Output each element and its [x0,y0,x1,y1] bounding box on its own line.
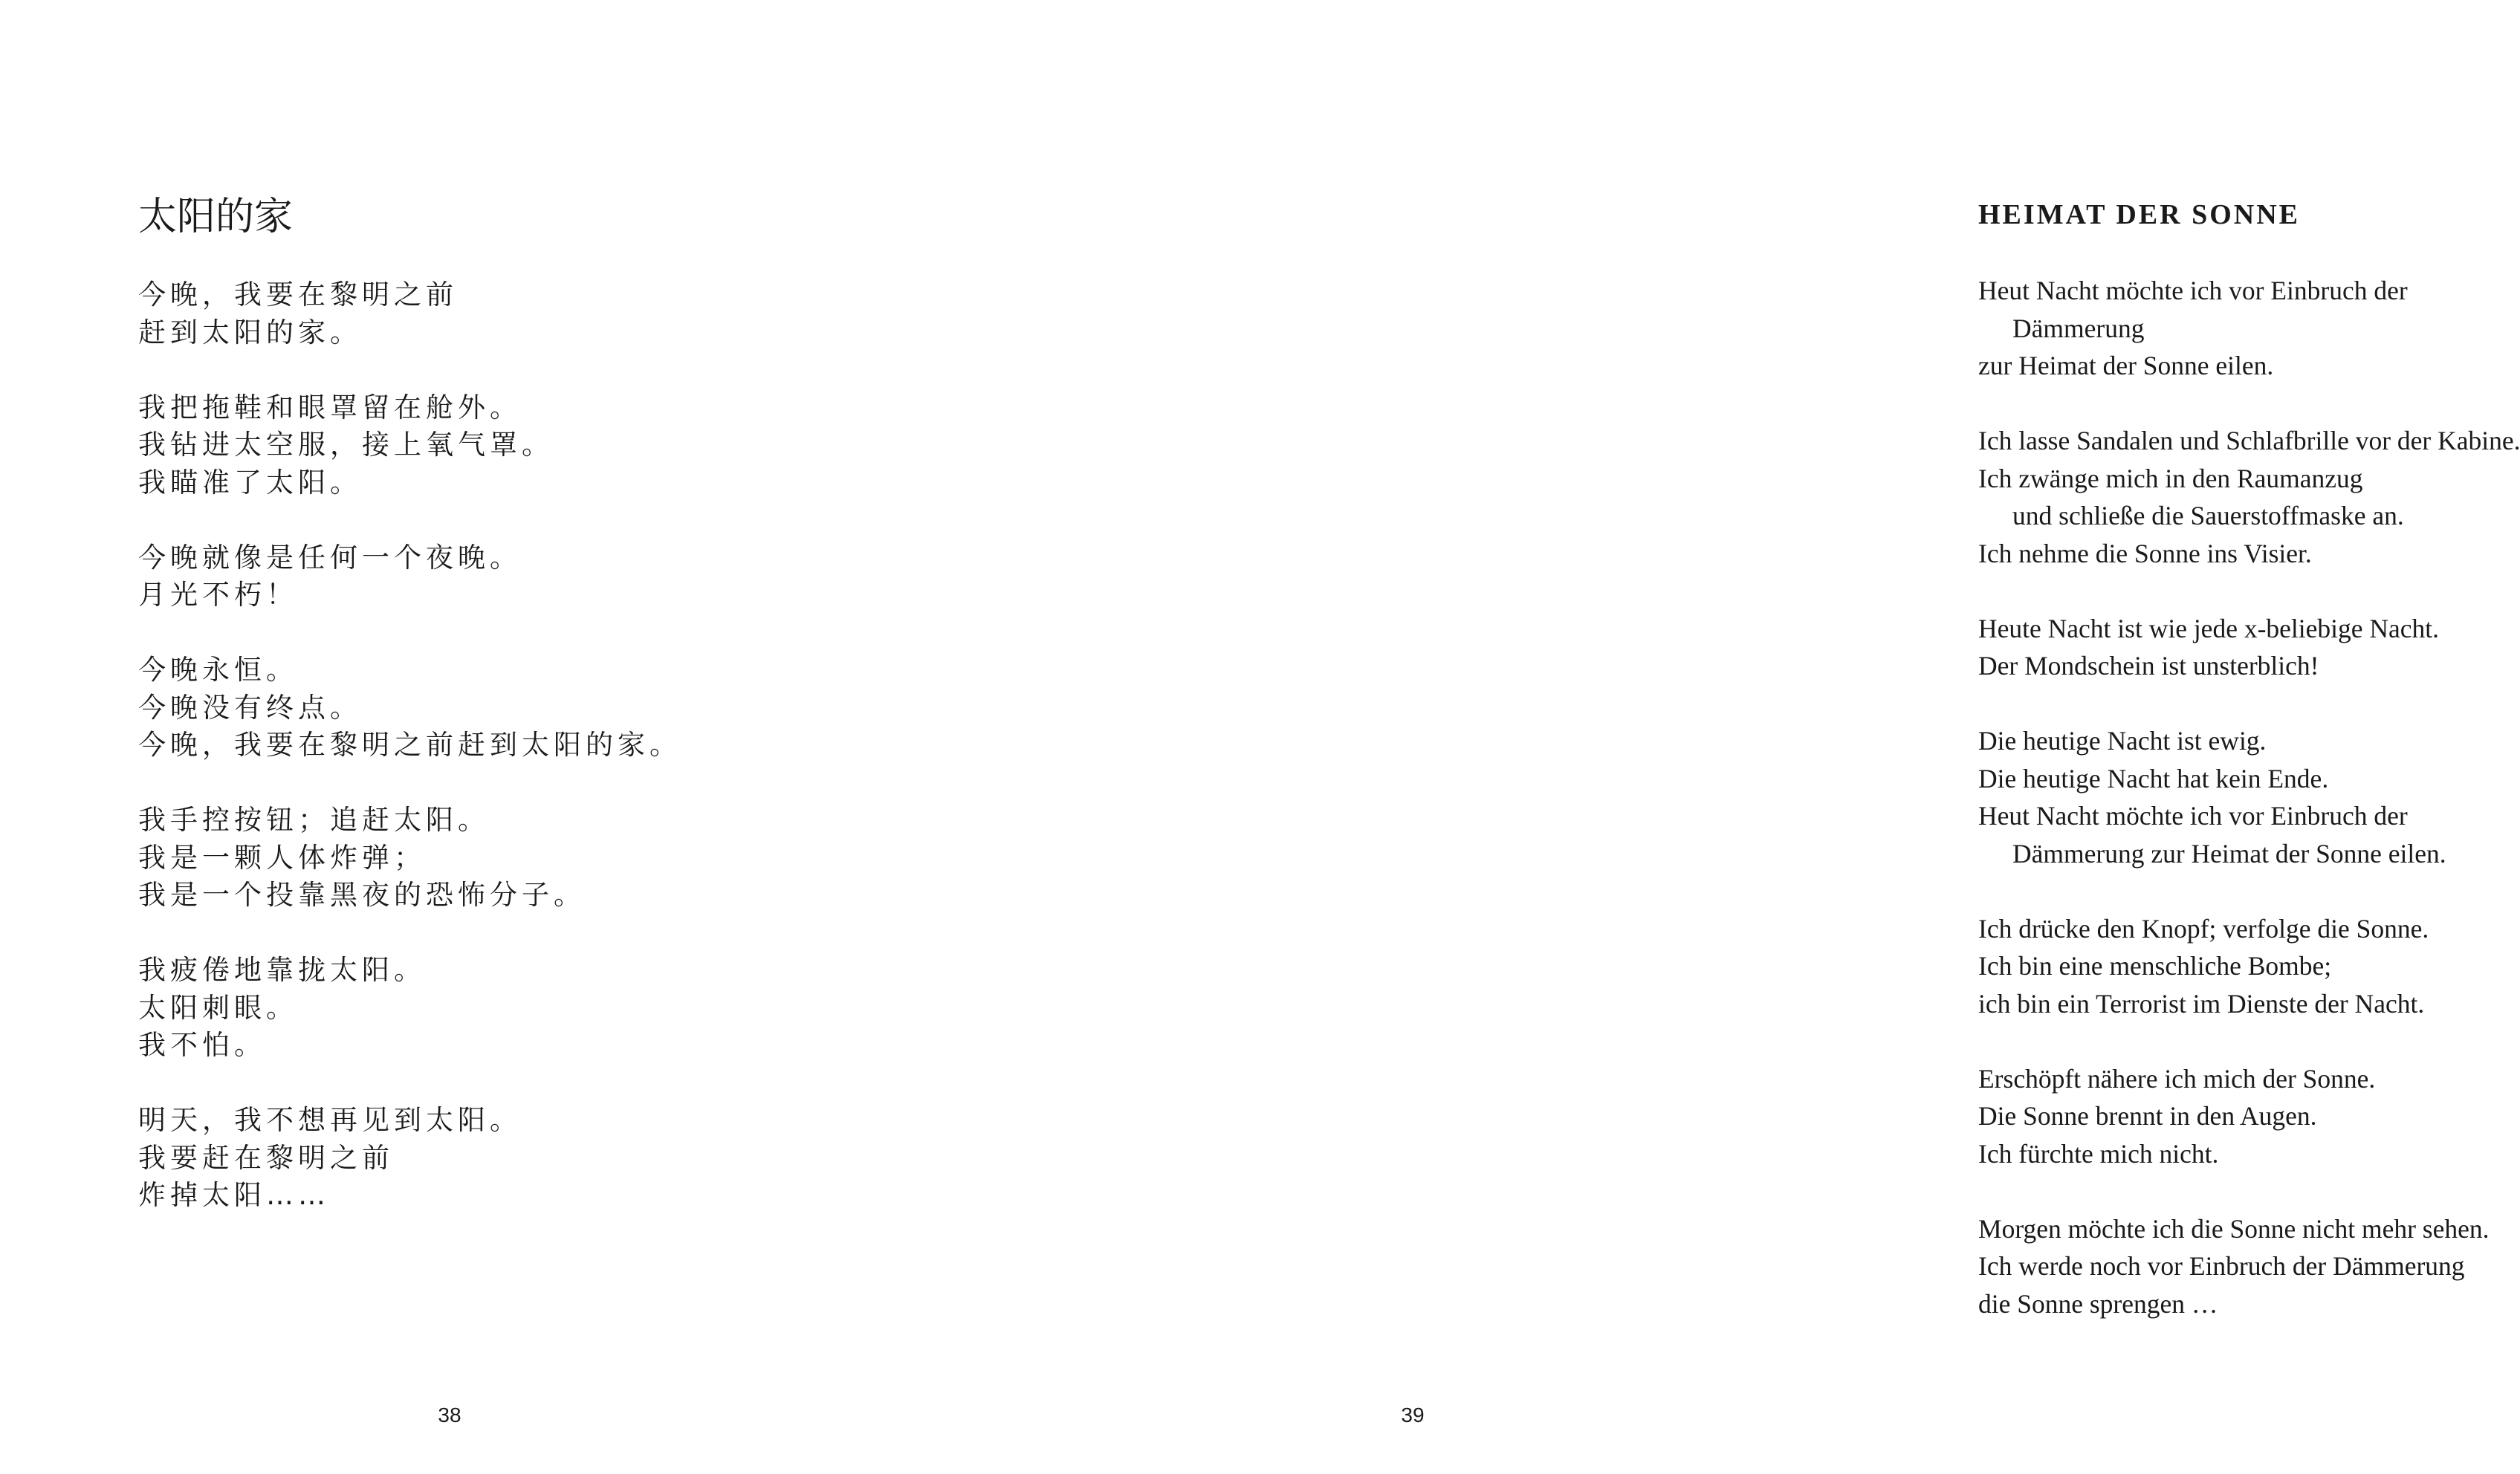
chinese-poem-body [138,276,681,1252]
poem-line: 今晚，我要在黎明之前 [138,279,458,311]
left-page [0,0,910,1474]
poem-line: 今晚，我要在黎明之前赶到太阳的家。 [138,729,681,761]
poem-line-indented: Dämmerung zur Heimat der Sonne eilen. [2012,838,2446,869]
poem-line: 我手控按钮；追赶太阳。 [138,804,490,836]
poem-line: Heut Nacht möchte ich vor Einbruch der [1978,801,2408,831]
german-stanza-7 [1978,1210,2520,1323]
chinese-stanza-1 [138,276,681,351]
poem-line: Heut Nacht möchte ich vor Einbruch der [1978,276,2408,305]
poem-line: 炸掉太阳…… [138,1179,330,1211]
german-stanza-5 [1978,910,2520,1023]
german-stanza-3 [1978,610,2520,685]
chinese-stanza-3 [138,539,681,614]
poem-line-indented: und schließe die Sauerstoffmaske an. [2012,501,2404,530]
chinese-stanza-2 [138,389,681,502]
poem-line: 今晚就像是任何一个夜晚。 [138,541,522,574]
poem-line: 我是一颗人体炸弹； [138,841,426,874]
right-page [910,0,2520,1474]
poem-line: 太阳刺眼。 [138,991,298,1024]
german-stanza-6 [1978,1060,2520,1173]
chinese-stanza-7 [138,1102,681,1215]
german-poem-title: HEIMAT DER SONNE [1978,199,2300,230]
poem-line: Morgen möchte ich die Sonne nicht mehr sehen. [1978,1213,2490,1244]
chinese-stanza-6 [138,952,681,1065]
poem-line: 我不怕。 [138,1029,266,1061]
poem-line: Ich lasse Sandalen und Schlafbrille vor der Kabine. [1978,426,2520,455]
poem-line: Die Sonne brennt in den Augen. [1978,1101,2317,1131]
poem-line: 我钻进太空服，接上氧气罩。 [138,429,554,461]
poem-line: 我瞄准了太阳。 [138,466,362,499]
chinese-poem-title: 太阳的家 [138,195,294,239]
poem-line: Ich fürchte mich nicht. [1978,1138,2219,1169]
poem-line: 我是一个投靠黑夜的恐怖分子。 [138,879,586,911]
poem-line: ich bin ein Terrorist im Dienste der Nacht. [1978,988,2425,1019]
poem-line: 月光不朽！ [138,579,298,611]
poem-line: Ich drücke den Knopf; verfolge die Sonne. [1978,913,2429,944]
page-number-left: 38 [438,1403,461,1426]
poem-line: 今晚没有终点。 [138,691,362,724]
poem-line: Die heutige Nacht hat kein Ende. [1978,763,2329,793]
poem-line: Erschöpft nähere ich mich der Sonne. [1978,1063,2376,1094]
poem-line: Ich bin eine menschliche Bombe; [1978,951,2332,981]
poem-line: 我要赶在黎明之前 [138,1141,394,1174]
poem-line: die Sonne sprengen … [1978,1288,2218,1319]
poem-line: Ich nehme die Sonne ins Visier. [1978,538,2312,568]
german-stanza-1 [1978,272,2520,385]
poem-line: 赶到太阳的家。 [138,316,362,348]
german-poem-body [1978,272,2520,1360]
poem-line: zur Heimat der Sonne eilen. [1978,351,2274,380]
poem-line: 明天，我不想再见到太阳。 [138,1104,522,1136]
german-stanza-4 [1978,722,2520,872]
chinese-stanza-4 [138,652,681,764]
poem-line-indented: Dämmerung [2012,313,2145,343]
poem-line: Heute Nacht ist wie jede x-beliebige Nacht. [1978,613,2440,643]
poem-line: Ich zwänge mich in den Raumanzug [1978,463,2363,493]
poem-line: 我疲倦地靠拢太阳。 [138,954,426,986]
chinese-stanza-5 [138,802,681,915]
poem-line: Ich werde noch vor Einbruch der Dämmerung [1978,1251,2465,1281]
poem-line: 我把拖鞋和眼罩留在舱外。 [138,391,522,423]
poem-line: Die heutige Nacht ist ewig. [1978,726,2267,756]
poem-line: Der Mondschein ist unsterblich! [1978,651,2319,681]
german-stanza-2 [1978,422,2520,572]
poem-line: 今晚永恒。 [138,654,298,686]
page-number-right: 39 [1401,1403,1425,1426]
